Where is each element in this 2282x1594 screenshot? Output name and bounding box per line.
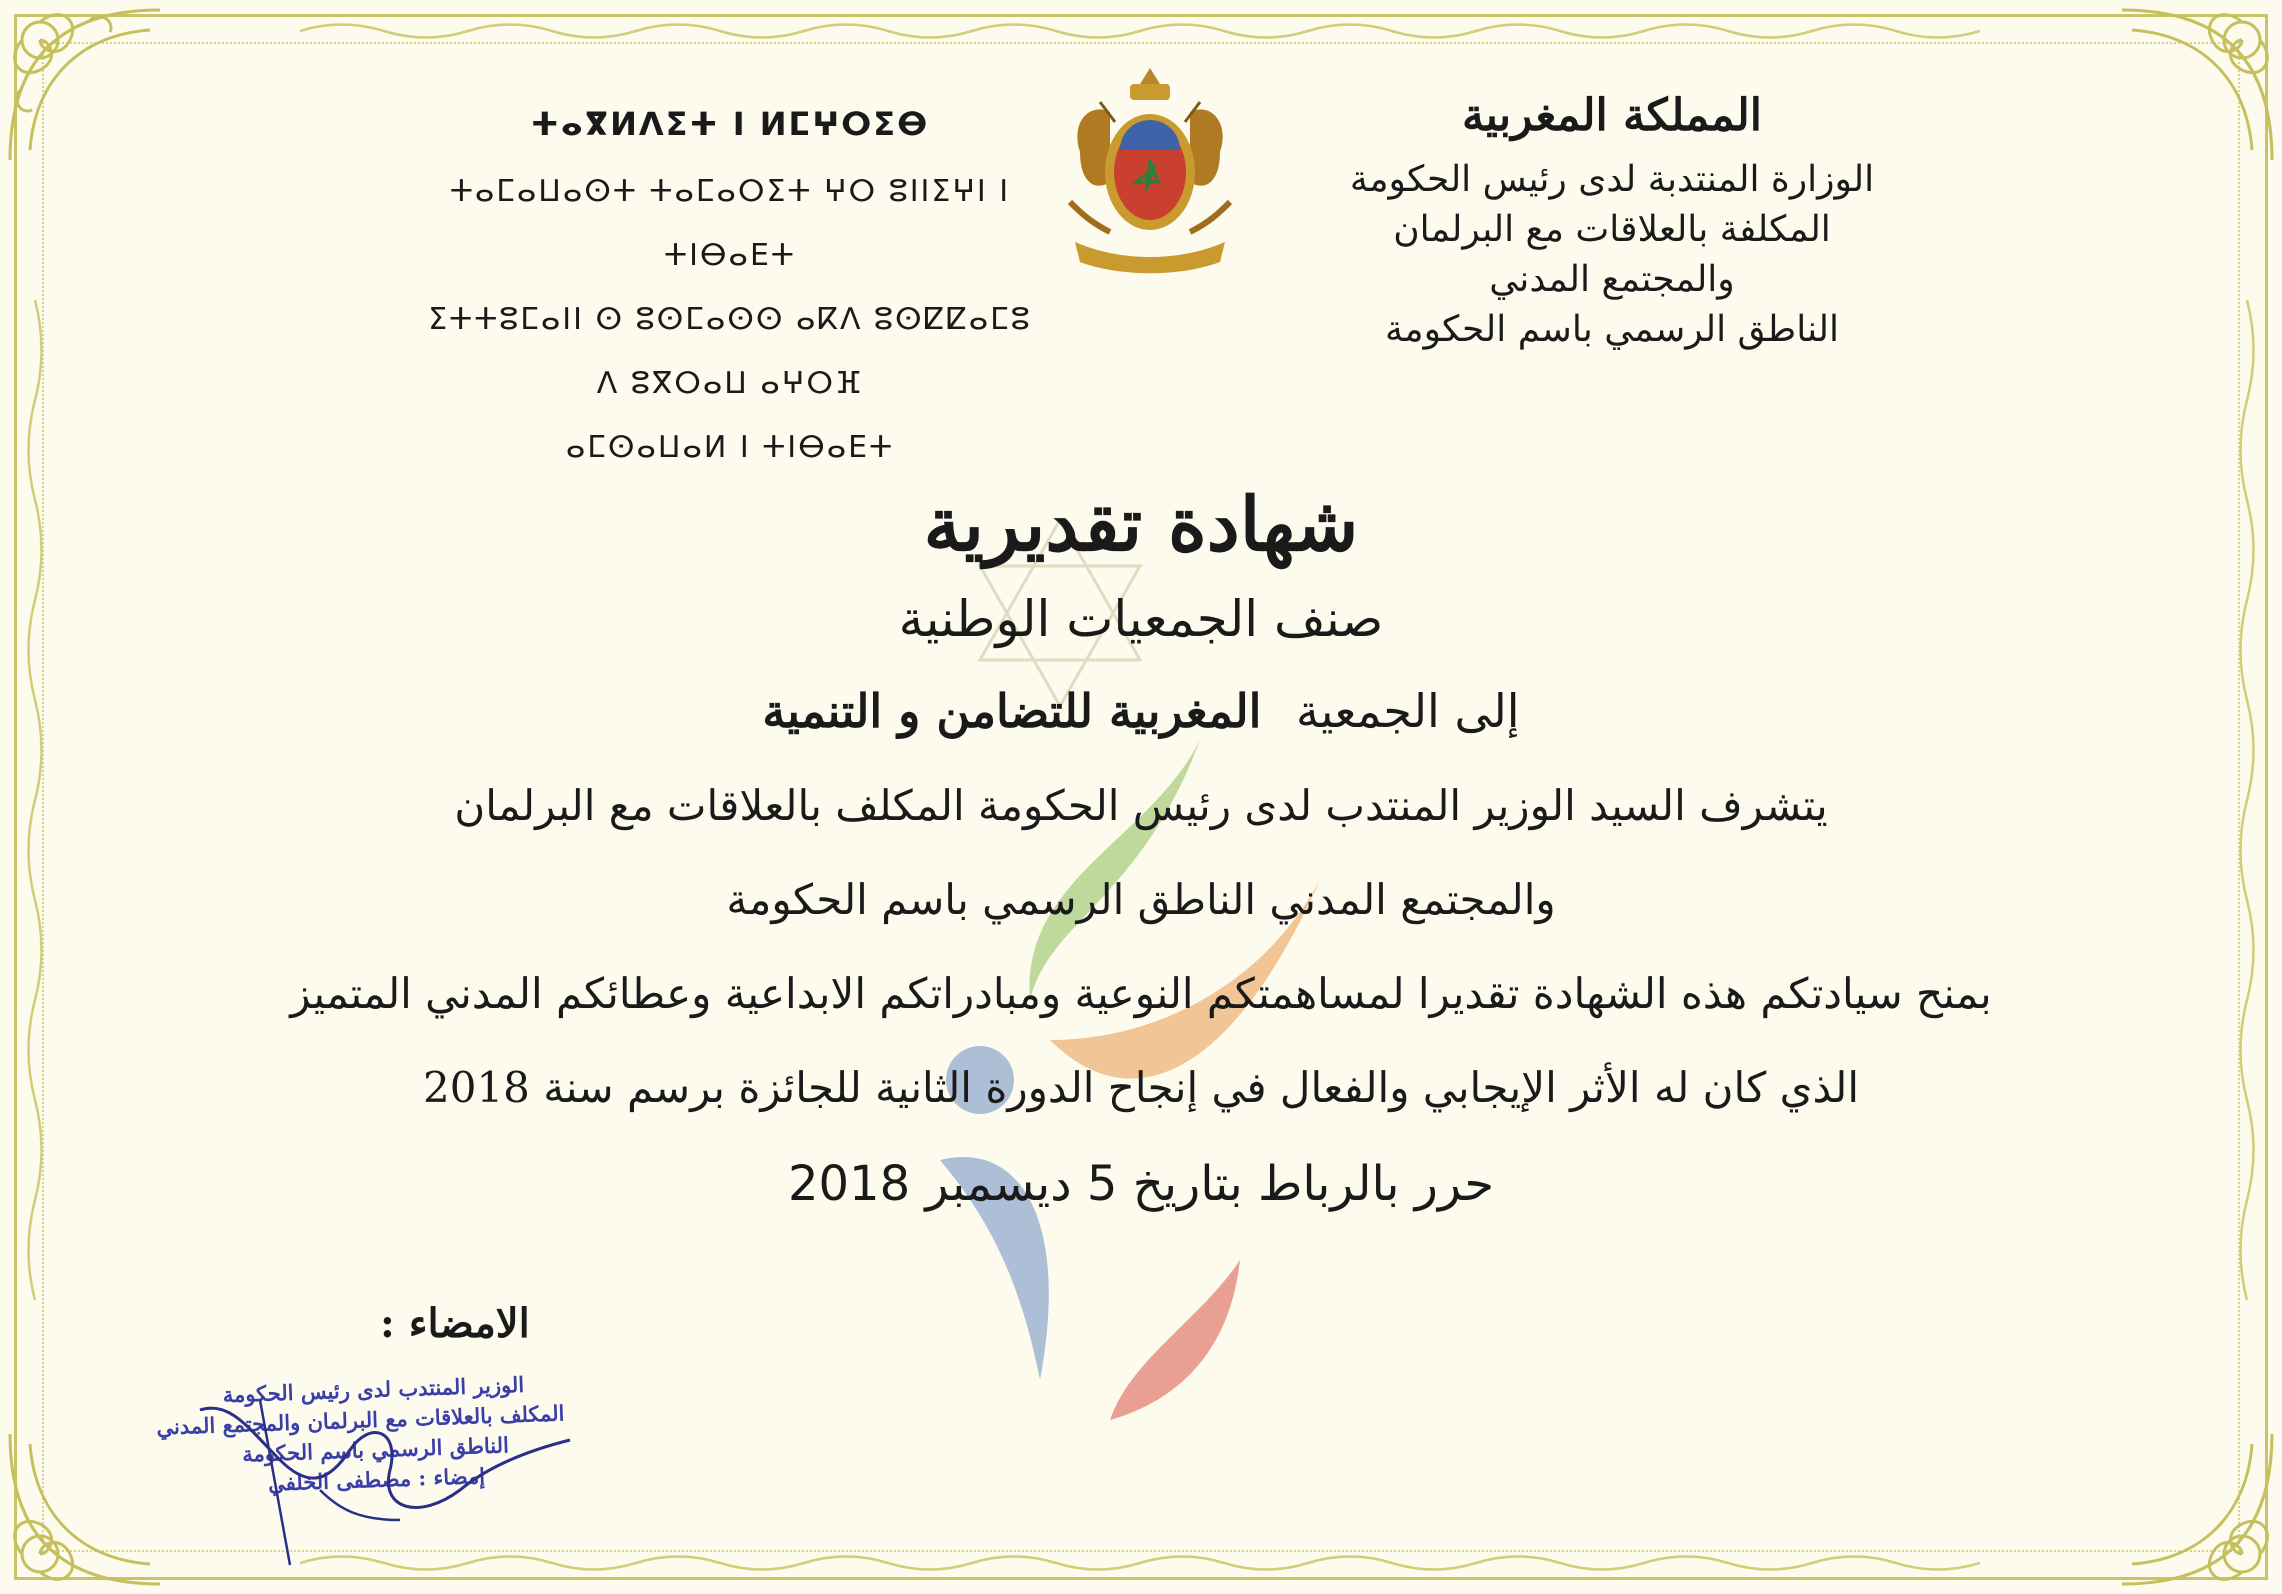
coat-of-arms-emblem [1040,62,1260,292]
left-vine-ornament [18,300,52,1300]
tifinagh-header [390,92,1070,480]
ministry-line: المكلفة بالعلاقات مع البرلمان [1393,209,1831,250]
recipient-name: المغربية للتضامن و التنمية [762,684,1262,738]
tifinagh-header-line: ⴷ ⵓⴳⵔⴰⵡ ⴰⵖⵔⴼ [596,366,864,401]
recipient-prefix: إلى الجمعية [1296,684,1520,738]
ministry-line: والمجتمع المدني [1489,259,1735,300]
signature-label: الامضاء : [380,1300,530,1347]
kingdom-name: المملكة المغربية [1462,90,1762,141]
tifinagh-header-line: ⵜⴰⵎⴰⵡⴰⵙⵜ ⵜⴰⵎⴰⵔⵉⵜ ⵖⵔ ⵓⵏⵏⵉⵖⵏ ⵏ ⵜⵏⴱⴰⴹⵜ [449,174,1011,273]
stamp-line: المكلف بالعلاقات مع البرلمان والمجتمع المدني [156,1400,565,1440]
body-text-line: والمجتمع المدني الناطق الرسمي باسم الحكومة [726,875,1556,924]
top-vine-ornament [300,16,1980,46]
stamp-line: الناطق الرسمي باسم الحكومة [241,1432,510,1467]
right-vine-ornament [2230,300,2264,1300]
tifinagh-header-line: ⵉⵜⵜⵓⵎⴰⵏⵏ ⵙ ⵓⵙⵎⴰⵙⵙ ⴰⴽⴷ ⵓⵙⵇⵇⴰⵎⵓ [428,302,1032,337]
handwritten-signature [156,1370,590,1570]
certificate-body [230,475,2052,1233]
corner-ornament-top-right [2112,0,2282,170]
stamp-line: الوزير المنتدب لدى رئيس الحكومة [222,1371,525,1408]
body-text-line: بمنح سيادتكم هذه الشهادة تقديرا لمساهمتكم النوعية ومبادراتكم الابداعية وعطائكم المدني المتميز [290,969,1992,1018]
corner-ornament-bottom-right [2112,1424,2282,1594]
certificate-category: صنف الجمعيات الوطنية [898,590,1384,648]
body-text-line: الذي كان له الأثر الإيجابي والفعال في إنجاح الدورة الثانية للجائزة برسم سنة 2018 [423,1063,1859,1112]
corner-ornament-top-left [0,0,170,170]
stamp-line: إمضاء : مصطفى الخلفي [267,1463,486,1496]
arabic-header [1342,90,1882,355]
tifinagh-header-line: ⴰⵎⵙⴰⵡⴰⵍ ⵏ ⵜⵏⴱⴰⴹⵜ [565,430,895,465]
issue-date: حرر بالرباط بتاريخ 5 ديسمبر 2018 [787,1156,1495,1212]
tifinagh-header-line: ⵜⴰⴳⵍⴷⵉⵜ ⵏ ⵍⵎⵖⵔⵉⴱ [530,105,930,143]
body-text-line: يتشرف السيد الوزير المنتدب لدى رئيس الحكومة المكلف بالعلاقات مع البرلمان [454,781,1828,830]
ministry-line: الناطق الرسمي باسم الحكومة [1384,309,1839,350]
ministry-line: الوزارة المنتدبة لدى رئيس الحكومة [1349,159,1875,200]
corner-ornament-bottom-left [0,1424,170,1594]
certificate-title: شهادة تقديرية [923,482,1359,568]
certificate-recipient [230,663,2052,759]
